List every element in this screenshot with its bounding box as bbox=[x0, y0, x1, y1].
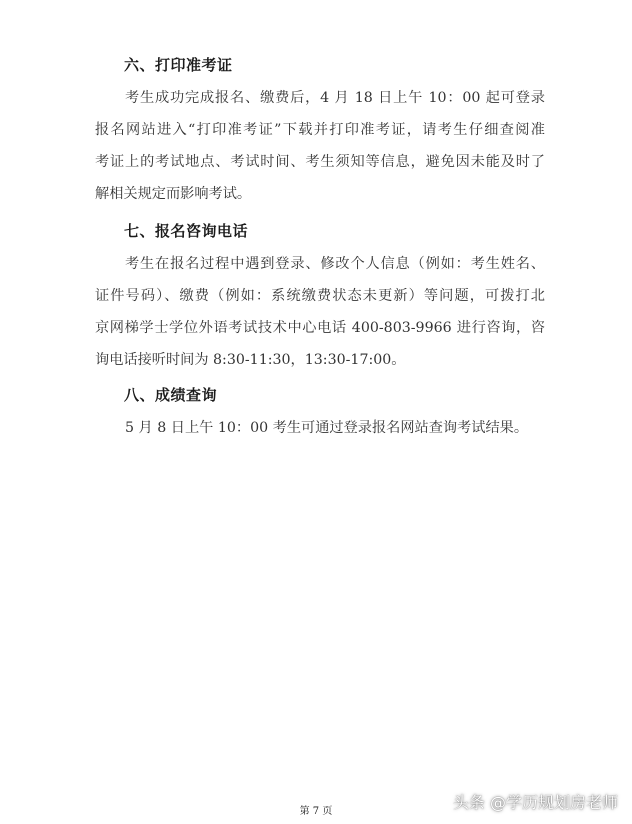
section-body-consultation-phone bbox=[95, 248, 545, 376]
paragraph-line: 证件号码）、缴费（例如：系统缴费状态未更新）等问题，可拨打北 bbox=[95, 288, 545, 304]
paragraph-line: 询电话接听时间为 8:30-11:30，13:30-17:00。 bbox=[95, 352, 406, 368]
watermark-text: 头条 @学历规划房老师 bbox=[452, 793, 618, 812]
section-body-score-query bbox=[95, 412, 545, 444]
paragraph-line: 京网梯学士学位外语考试技术中心电话 400-803-9966 进行咨询，咨 bbox=[95, 320, 545, 336]
paragraph-line: 考证上的考试地点、考试时间、考生须知等信息，避免因未能及时了 bbox=[95, 154, 545, 170]
section-heading-score-query: 八、成绩查询 bbox=[124, 386, 218, 404]
section-heading-print-admission-ticket: 六、打印准考证 bbox=[124, 56, 233, 74]
paragraph-line: 考生成功完成报名、缴费后，4 月 18 日上午 10：00 起可登录 bbox=[125, 90, 545, 106]
page-number: 第 7 页 bbox=[299, 806, 333, 817]
paragraph-line: 5 月 8 日上午 10：00 考生可通过登录报名网站查询考试结果。 bbox=[125, 420, 529, 436]
section-body-print-admission-ticket bbox=[95, 82, 545, 210]
paragraph-line: 报名网站进入“打印准考证”下载并打印准考证，请考生仔细查阅准 bbox=[95, 122, 545, 138]
section-heading-consultation-phone: 七、报名咨询电话 bbox=[124, 222, 249, 240]
paragraph-line: 考生在报名过程中遇到登录、修改个人信息（例如：考生姓名、 bbox=[125, 256, 545, 272]
paragraph-line: 解相关规定而影响考试。 bbox=[95, 186, 252, 202]
